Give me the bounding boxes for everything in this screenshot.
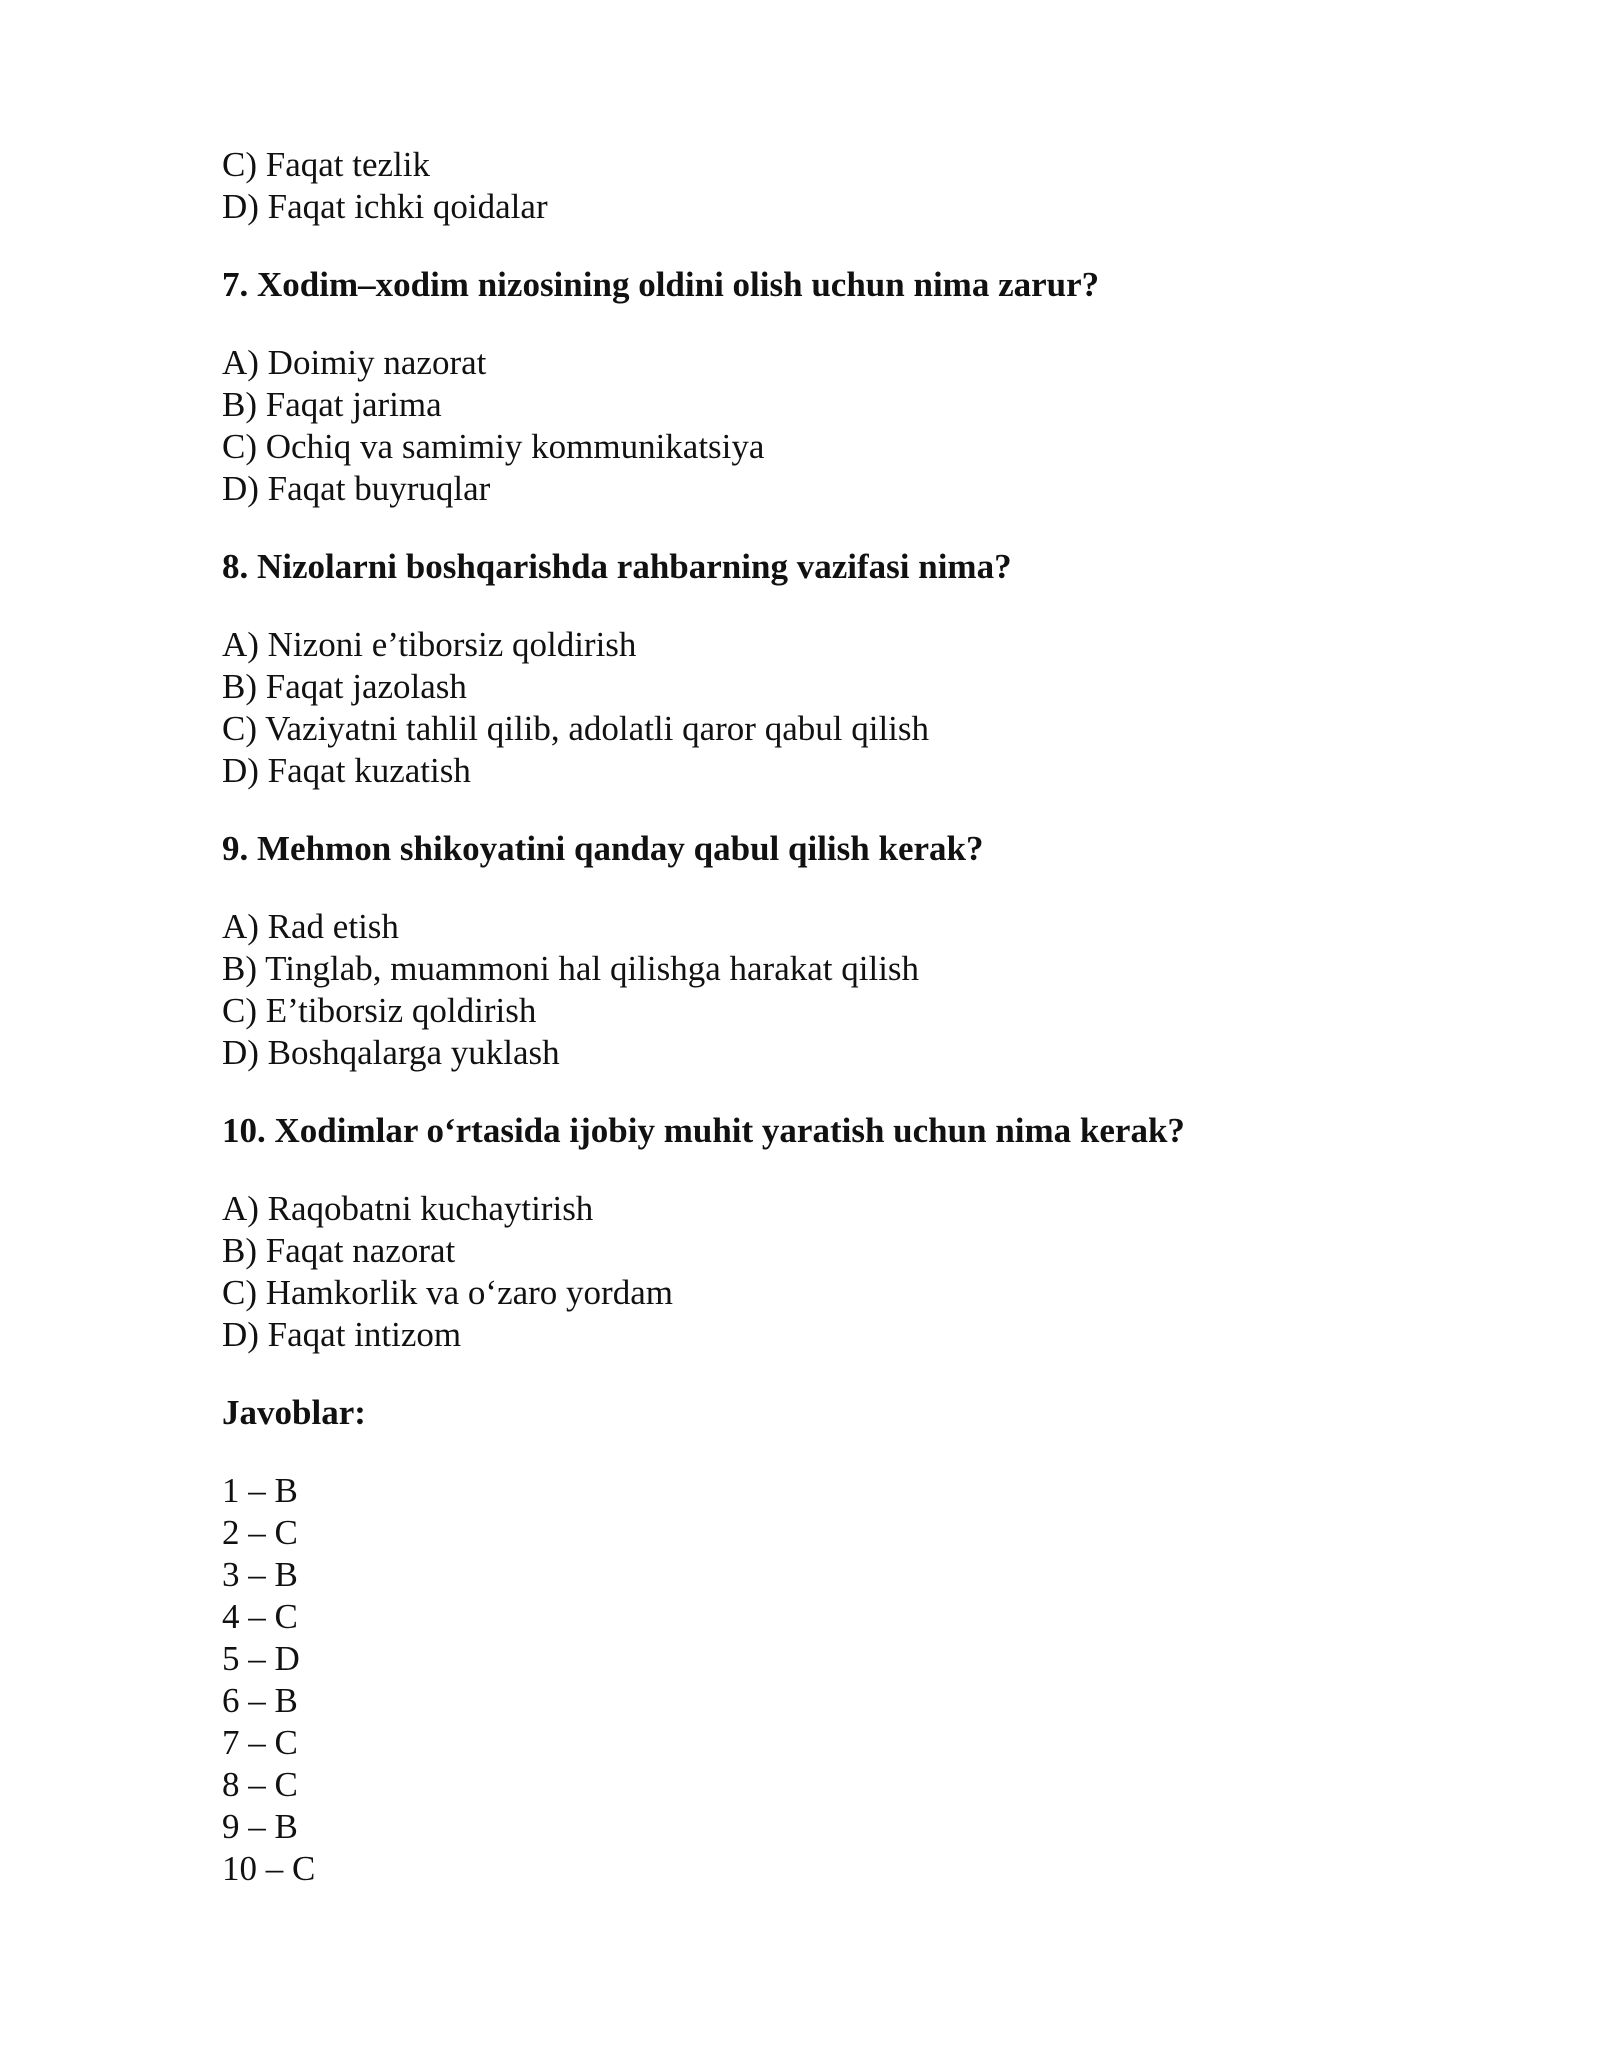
answer-item: 9 – B (222, 1807, 298, 1846)
option-10d: D) Faqat intizom (222, 1315, 462, 1354)
previous-question-options (222, 144, 1402, 228)
question-block-8 (222, 546, 1402, 792)
answer-item: 8 – C (222, 1765, 298, 1804)
question-10: 10. Xodimlar o‘rtasida ijobiy muhit yaratish uchun nima kerak? (222, 1111, 1185, 1150)
option-8d: D) Faqat kuzatish (222, 751, 471, 790)
question-8: 8. Nizolarni boshqarishda rahbarning vazifasi nima? (222, 547, 1012, 586)
option-10a: A) Raqobatni kuchaytirish (222, 1189, 594, 1228)
answer-item: 6 – B (222, 1681, 298, 1720)
option-7d: D) Faqat buyruqlar (222, 469, 491, 508)
question-9: 9. Mehmon shikoyatini qanday qabul qilish kerak? (222, 829, 984, 868)
option-7b: B) Faqat jarima (222, 385, 442, 424)
option-10b: B) Faqat nazorat (222, 1231, 456, 1270)
answer-key (222, 1392, 1402, 1890)
question-block-7 (222, 264, 1402, 510)
question-7: 7. Xodim–xodim nizosining oldini olish uchun nima zarur? (222, 265, 1100, 304)
option-9d: D) Boshqalarga yuklash (222, 1033, 560, 1072)
answer-item: 3 – B (222, 1555, 298, 1594)
answer-item: 1 – B (222, 1471, 298, 1510)
answer-item: 5 – D (222, 1639, 300, 1678)
option-6d: D) Faqat ichki qoidalar (222, 187, 548, 226)
option-10c: C) Hamkorlik va o‘zaro yordam (222, 1273, 673, 1312)
option-8c: C) Vaziyatni tahlil qilib, adolatli qaror qabul qilish (222, 709, 930, 748)
answer-item: 10 – C (222, 1849, 316, 1888)
answer-item: 2 – C (222, 1513, 298, 1552)
answer-key-heading: Javoblar: (222, 1393, 366, 1432)
question-block-10 (222, 1110, 1402, 1356)
question-block-9 (222, 828, 1402, 1074)
option-8a: A) Nizoni e’tiborsiz qoldirish (222, 625, 637, 664)
option-7c: C) Ochiq va samimiy kommunikatsiya (222, 427, 765, 466)
option-9b: B) Tinglab, muammoni hal qilishga harakat qilish (222, 949, 920, 988)
option-8b: B) Faqat jazolash (222, 667, 467, 706)
answer-item: 4 – C (222, 1597, 298, 1636)
document-content (222, 144, 1402, 1890)
option-6c: C) Faqat tezlik (222, 145, 431, 184)
option-9c: C) E’tiborsiz qoldirish (222, 991, 537, 1030)
option-9a: A) Rad etish (222, 907, 399, 946)
answer-item: 7 – C (222, 1723, 298, 1762)
option-7a: A) Doimiy nazorat (222, 343, 487, 382)
